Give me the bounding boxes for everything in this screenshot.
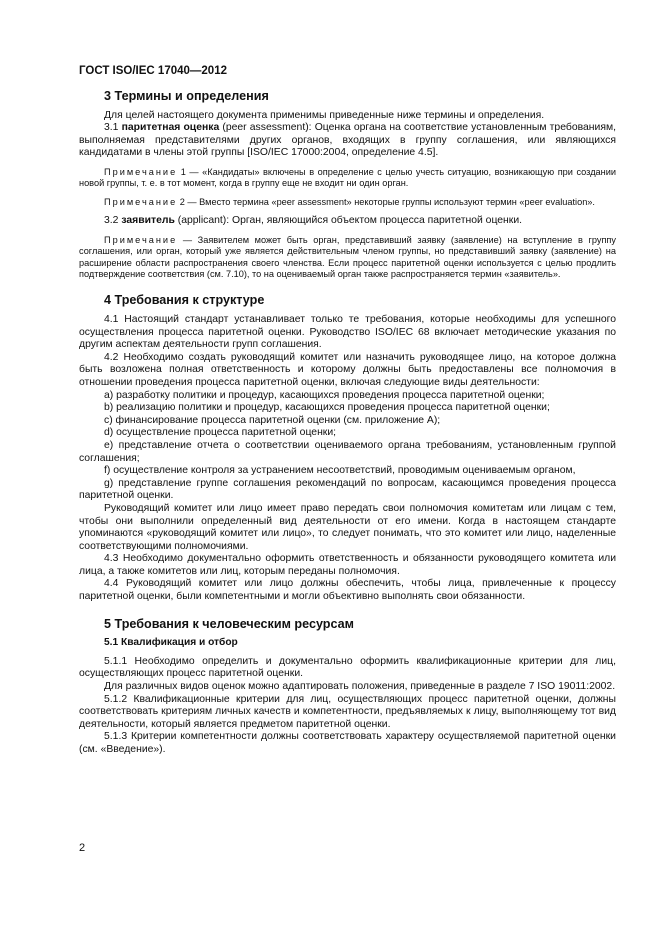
term-3-2-definition: (applicant): Орган, являющийся объектом процесса паритетной оценки. (174, 215, 523, 227)
paragraph-4-3: 4.3 Необходимо документально оформить ответственность и обязанности руководящего комитета или лица, а также комитетов или лиц, которым переданы полномочия. (79, 553, 616, 577)
list-item-g: g) представление группе соглашения рекомендаций по вопросам, касающимся проведения процесса паритетной оценки. (79, 477, 616, 502)
note-2 (79, 197, 616, 208)
list-item-c: c) финансирование процесса паритетной оценки (см. приложение А); (104, 414, 441, 426)
note-1 (79, 167, 616, 190)
note-3-label: Примечание (104, 234, 178, 245)
section-5-title: 5 Требования к человеческим ресурсам (104, 616, 354, 631)
section-3-title: 3 Термины и определения (104, 89, 269, 103)
paragraph-4-1: 4.1 Настоящий стандарт устанавливает только те требования, которые необходимы для успешного осуществления процесса паритетной оценки. Руководство ISO/IEC 68 включает методические указания по другим аспектам деятельности групп соглашения. (79, 314, 616, 351)
term-3-1-definition: (peer assessment): Оценка органа на соответствие установленным требованиям, выполняемая представителями других органов, входящих в группу соглашения, или являющихся кандидатами в члены этой группы [ISO/IEC 17000:2004, определение 4.5]. (79, 122, 616, 159)
paragraph-committee: Руководящий комитет или лицо имеет право передать свои полномочия комитетам или лицам с тем, чтобы они выполнили определенный вид деятельности от его имени. Когда в настоящем стандарте упоминаются «руководящий комитет или лицо», то следует понимать, что это комитет или лицо, наделенные соответствующими полномочиями. (79, 502, 616, 552)
term-3-2 (79, 215, 616, 228)
list-item-a: a) разработку политики и процедур, касающихся проведения процесса паритетной оценки; (104, 389, 545, 401)
subsection-5-1-title: 5.1 Квалификация и отбор (104, 637, 238, 649)
document-id-header: ГОСТ ISO/IEC 17040—2012 (79, 65, 227, 77)
term-3-1-number: 3.1 (104, 122, 122, 134)
section-3-intro: Для целей настоящего документа применимы приведенные ниже термины и определения. (104, 109, 545, 121)
note-3-text: — Заявителем может быть орган, представивший заявку (заявление) на вступление в группу соглашения, или орган, который уже является действительным членом группы, но представивший заявку (заявление) на расширение области распространения своего членства. Если процесс паритетной оценки используется с целью продлить подтверждение соответствия (см. 7.10), то на оцениваемый орган также распространяется термин «заявитель». (79, 234, 616, 279)
page-content (79, 90, 616, 757)
list-item-e: e) представление отчета о соответствии оцениваемого органа требованиям, установленным группой соглашения; (79, 439, 616, 464)
term-3-2-number: 3.2 (104, 215, 122, 227)
term-3-1-name: паритетная оценка (121, 122, 220, 134)
paragraph-5-1-3: 5.1.3 Критерии компетентности должны соответствовать характеру осуществляемой паритетной оценки (см. «Введение»). (79, 731, 616, 755)
list-item-b: b) реализацию политики и процедур, касающихся проведения процесса паритетной оценки; (104, 402, 550, 414)
section-4-title: 4 Требования к структуре (104, 293, 265, 308)
note-1-label: Примечание (104, 166, 178, 177)
page-number: 2 (79, 842, 86, 854)
paragraph-5-1-1-b: Для различных видов оценок можно адаптировать положения, приведенные в разделе 7 ISO 19011:2002. (104, 681, 616, 693)
note-1-text: 1 — «Кандидаты» включены в определение с целью учесть ситуацию, возникающую при создании новой группы, т. е. в тот момент, когда в группу еще не входит ни один орган. (79, 166, 616, 189)
list-item-f: f) осуществление контроля за устранением несоответствий, проводимым оцениваемым органом, (104, 465, 576, 477)
term-3-2-name: заявитель (121, 215, 175, 227)
list-item-d: d) осуществление процесса паритетной оценки; (104, 427, 337, 439)
paragraph-4-4: 4.4 Руководящий комитет или лицо должны обеспечить, чтобы лица, привлеченные к процессу паритетной оценки, были компетентными и могли объективно выполнять свои обязанности. (79, 578, 616, 603)
paragraph-5-1-1: 5.1.1 Необходимо определить и документально оформить квалификационные критерии для лиц, осуществляющих процесс паритетной оценки. (79, 655, 616, 680)
note-2-label: Примечание (104, 196, 178, 207)
paragraph-5-1-2: 5.1.2 Квалификационные критерии для лиц, осуществляющих процесс паритетной оценки, должны соответствовать критериям личных качеств и компетентности, предъявляемых к лицу, выполняющему тот вид деятельности, который является предметом паритетной оценки. (79, 693, 616, 730)
term-3-1 (79, 122, 616, 160)
note-2-text: 2 — Вместо термина «peer assessment» некоторые группы используют термин «peer evaluation». (177, 196, 595, 207)
paragraph-4-2: 4.2 Необходимо создать руководящий комитет или назначить руководящее лицо, на которое должна быть возложена полная ответственность и которому должны быть предоставлены все полномочия в отношении проведения процесса паритетной оценки, включая следующие виды деятельности: (79, 351, 616, 388)
note-3 (79, 235, 616, 281)
